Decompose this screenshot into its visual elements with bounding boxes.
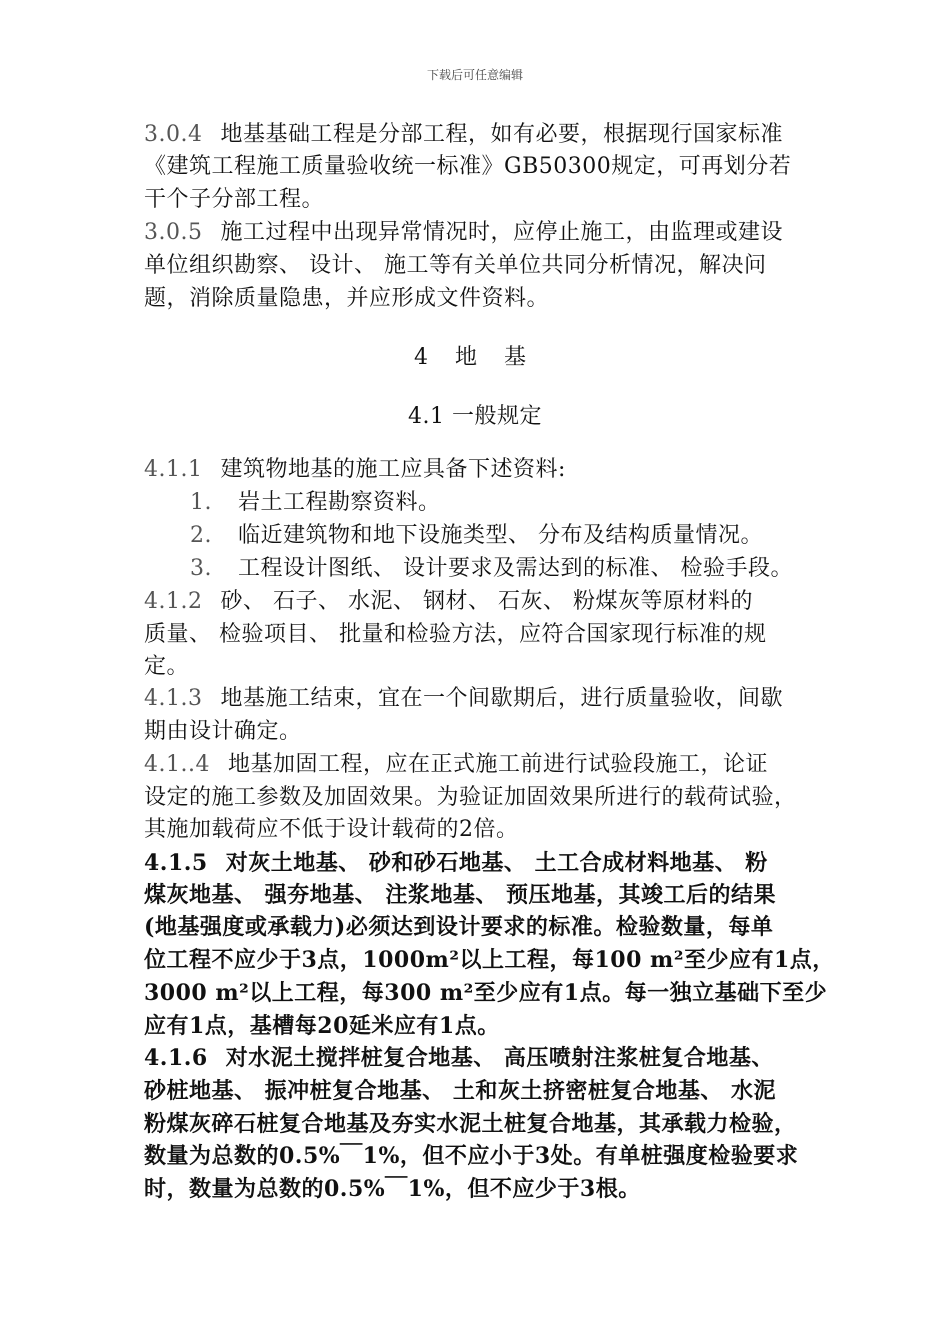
line-text: 施工过程中出现异常情况时，应停止施工，由监理或建设: [220, 220, 783, 245]
line-text: (地基强度或承载力)必须达到设计要求的标准。检验数量，每单: [144, 914, 774, 940]
line-text: 定。: [144, 654, 190, 679]
paragraph-line: [144, 684, 783, 714]
line-text: 应有1点，基槽每20延米应有1点。: [144, 1013, 500, 1039]
line-text: 题，消除质量隐患，并应形成文件资料。: [144, 286, 550, 311]
line-text: 岩土工程勘察资料。: [238, 490, 441, 515]
list-item: [190, 488, 441, 518]
line-text: 砂、 石子、 水泥、 钢材、 石灰、 粉煤灰等原材料的: [220, 589, 753, 614]
line-text: 煤灰地基、 强夯地基、 注浆地基、 预压地基，其竣工后的结果: [144, 882, 776, 908]
clause-number: 4.1.1: [144, 457, 203, 482]
paragraph-line: [144, 912, 773, 942]
page-header: 下载后可任意编辑: [426, 68, 523, 82]
line-text: 砂桩地基、 振冲桩复合地基、 土和灰土挤密桩复合地基、 水泥: [144, 1078, 776, 1104]
chapter-title: 4 地 基: [414, 345, 536, 370]
line-text: 时，数量为总数的0.5%￣1%，但不应少于3根。: [144, 1176, 641, 1202]
paragraph-line: [144, 1109, 797, 1139]
line-text: 数量为总数的0.5%￣1%，但不应小于3处。有单桩强度检验要求: [144, 1143, 799, 1169]
paragraph-line: [144, 1076, 776, 1106]
paragraph-line: [144, 284, 549, 314]
paragraph-line: [144, 880, 776, 910]
list-item: [190, 521, 763, 551]
paragraph-line: [144, 455, 566, 485]
clause-number: 3.0.5: [144, 220, 203, 245]
paragraph-line: [144, 848, 768, 878]
paragraph-line: [144, 587, 753, 617]
paragraph-line: [144, 1141, 798, 1171]
line-text: 单位组织勘察、 设计、 施工等有关单位共同分析情况，解决问: [144, 253, 767, 278]
line-text: 期由设计确定。: [144, 719, 302, 744]
paragraph-line: [144, 652, 189, 682]
paragraph-line: [144, 1043, 774, 1073]
line-text: 3000 m²以上工程，每300 m²至少应有1点。每一独立基础下至少: [144, 980, 828, 1006]
clause-number: 4.1.5: [144, 850, 208, 876]
line-text: 《建筑工程施工质量验收统一标准》GB50300规定，可再划分若: [144, 154, 792, 179]
line-text: 临近建筑物和地下设施类型、 分布及结构质量情况。: [238, 523, 763, 548]
line-text: 工程设计图纸、 设计要求及需达到的标准、 检验手段。: [238, 556, 793, 581]
line-text: 其施加载荷应不低于设计载荷的2倍。: [144, 817, 519, 842]
clause-number: 3.0.4: [144, 122, 203, 147]
paragraph-line: [144, 185, 324, 215]
line-text: 对水泥土搅拌桩复合地基、 高压喷射注浆桩复合地基、: [225, 1045, 774, 1071]
line-text: 质量、 检验项目、 批量和检验方法，应符合国家现行标准的规: [144, 622, 767, 647]
line-text: 地基基础工程是分部工程，如有必要，根据现行国家标准: [220, 122, 783, 147]
line-text: 粉煤灰碎石桩复合地基及夯实水泥土桩复合地基，其承载力检验，: [144, 1111, 797, 1137]
paragraph-line: [144, 978, 827, 1008]
line-text: 干个子分部工程。: [144, 187, 325, 212]
paragraph-line: [144, 783, 797, 813]
line-text: 对灰土地基、 砂和砂石地基、 土工合成材料地基、 粉: [225, 850, 768, 876]
paragraph-line: [144, 152, 791, 182]
list-number: 1.: [190, 490, 212, 515]
paragraph-line: [144, 1174, 641, 1204]
line-text: 设定的施工参数及加固效果。为验证加固效果所进行的载荷试验，: [144, 785, 797, 810]
clause-number: 4.1.2: [144, 589, 203, 614]
clause-number: 4.1..4: [144, 752, 210, 777]
paragraph-line: [144, 251, 767, 281]
clause-number: 4.1.6: [144, 1045, 208, 1071]
clause-number: 4.1.3: [144, 686, 203, 711]
paragraph-line: [144, 815, 519, 845]
line-text: 建筑物地基的施工应具备下述资料:: [220, 457, 566, 482]
paragraph-line: [144, 717, 302, 747]
paragraph-line: [144, 1011, 500, 1041]
list-number: 2.: [190, 523, 212, 548]
paragraph-line: [144, 620, 767, 650]
paragraph-line: [144, 945, 835, 975]
list-number: 3.: [190, 556, 212, 581]
paragraph-line: [144, 750, 768, 780]
paragraph-line: [144, 218, 783, 248]
line-text: 地基加固工程，应在正式施工前进行试验段施工，论证: [227, 752, 768, 777]
line-text: 位工程不应少于3点，1000m²以上工程，每100 m²至少应有1点，: [144, 947, 835, 973]
line-text: 地基施工结束，宜在一个间歇期后，进行质量验收，间歇: [220, 686, 783, 711]
paragraph-line: [144, 120, 783, 150]
list-item: [190, 554, 793, 584]
section-title: 4.1 一般规定: [408, 404, 542, 429]
